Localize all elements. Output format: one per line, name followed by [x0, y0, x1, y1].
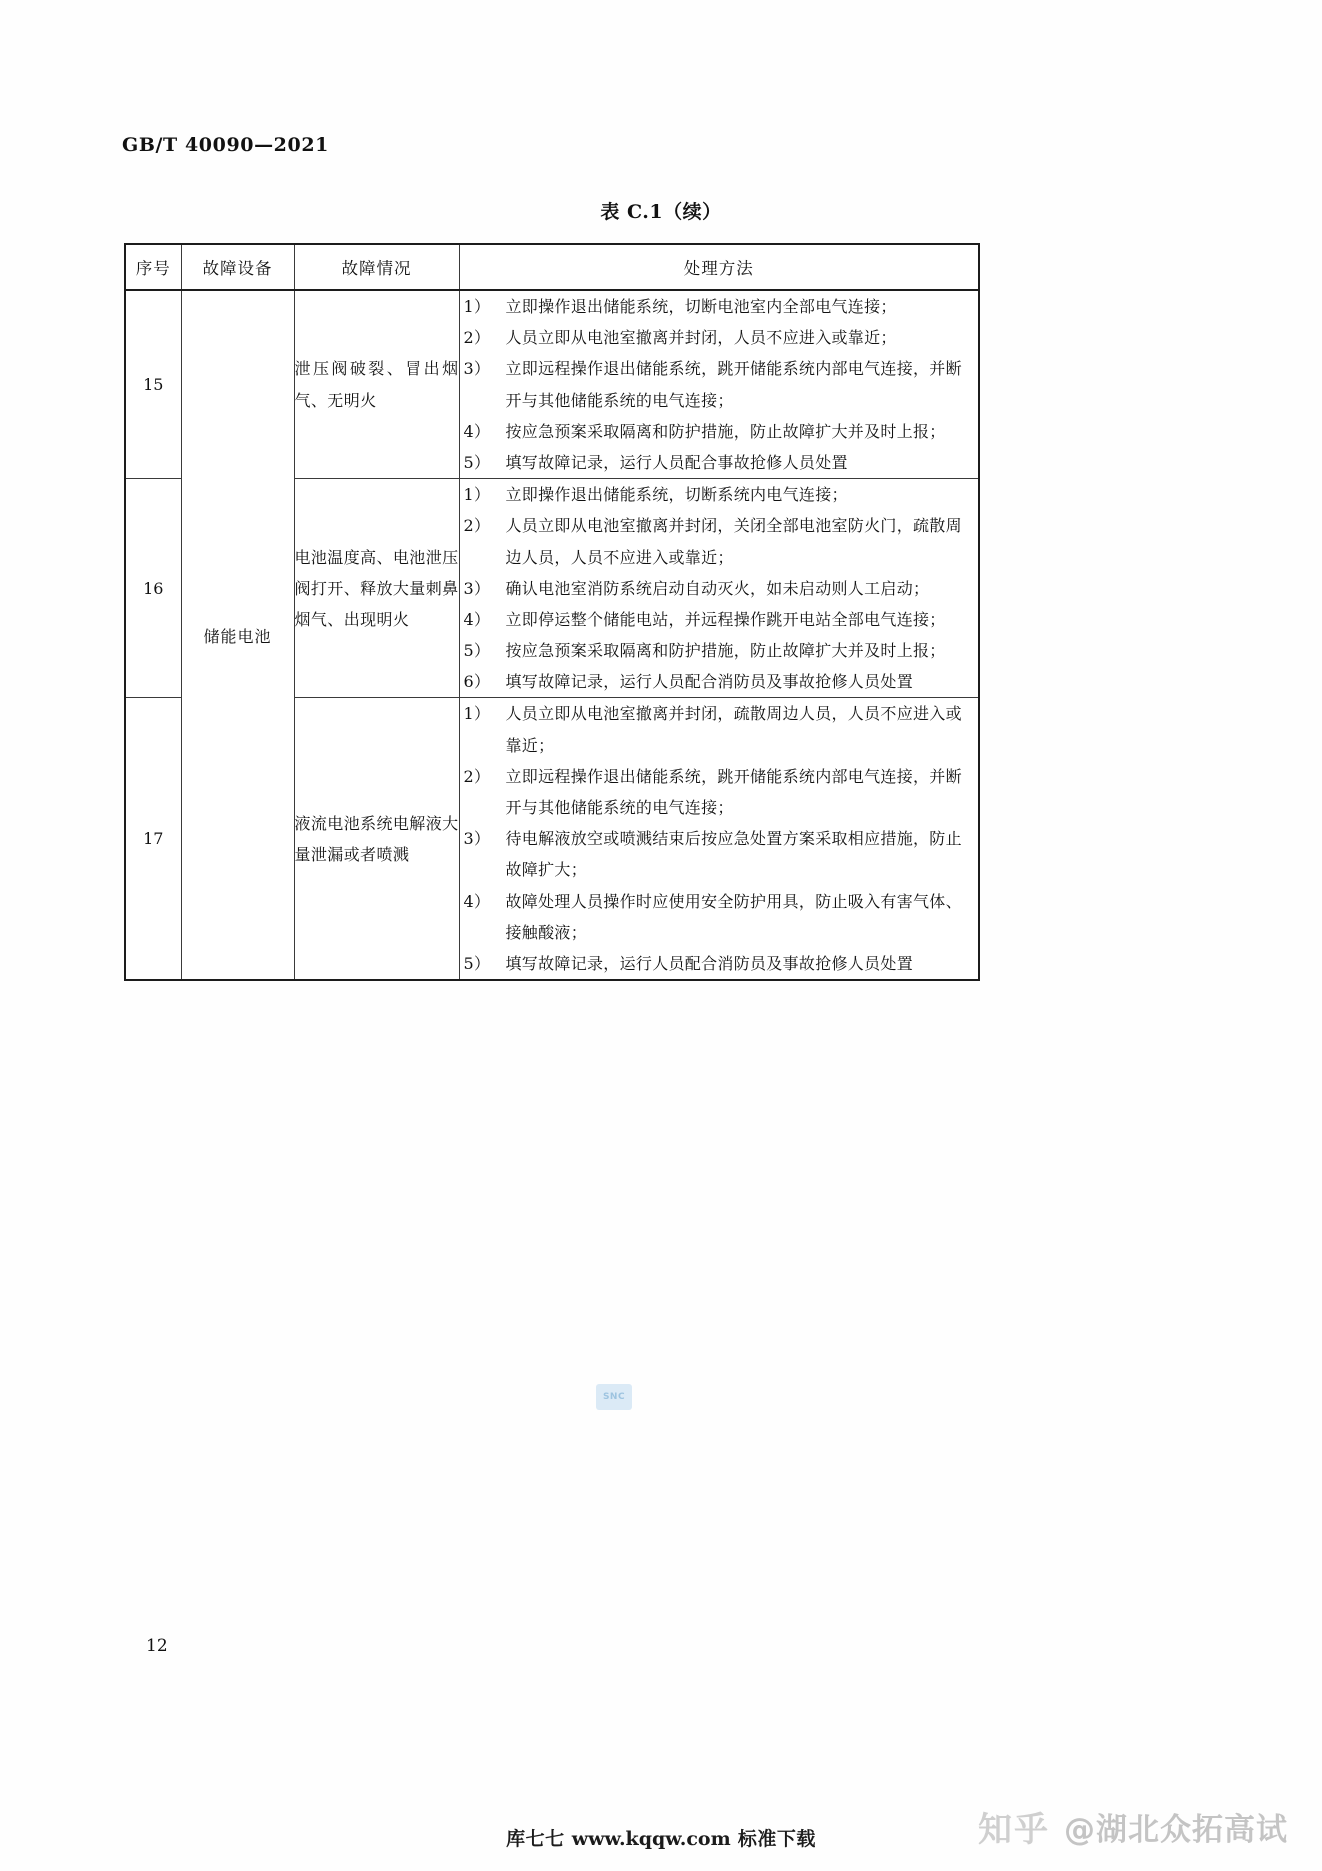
column-header-condition: 故障情况 [294, 244, 459, 290]
footer-source-url: www.kqqw.com [571, 1828, 731, 1850]
column-header-device: 故障设备 [181, 244, 294, 290]
list-item [460, 447, 979, 478]
step-marker: 5） [463, 641, 491, 661]
zhihu-username: @湖北众拓高试 [1064, 1812, 1288, 1848]
step-text: 故障处理人员操作时应使用安全防护用具，防止吸入有害气体、接触酸液； [505, 891, 962, 942]
list-item [460, 604, 979, 635]
step-text: 填写故障记录，运行人员配合消防员及事故抢修人员处置 [505, 672, 914, 692]
handling-method-cell [459, 698, 979, 980]
step-marker: 5） [463, 953, 491, 973]
step-text: 立即操作退出储能系统，切断系统内电气连接； [505, 485, 848, 505]
table-container [124, 243, 978, 981]
row-number: 15 [125, 290, 181, 479]
table-row [125, 290, 979, 479]
step-text: 立即停运整个储能电站，并远程操作跳开电站全部电气连接； [505, 609, 946, 629]
step-marker: 6） [463, 672, 491, 692]
table-caption: 表 C.1（续） [600, 201, 722, 223]
handling-steps-list [460, 698, 979, 979]
list-item [460, 948, 979, 979]
step-text: 立即操作退出储能系统，切断电池室内全部电气连接； [505, 297, 897, 316]
step-text: 人员立即从电池室撤离并封闭，人员不应进入或靠近； [505, 328, 897, 348]
step-text: 按应急预案采取隔离和防护措施，防止故障扩大并及时上报； [505, 641, 946, 661]
sac-logo-text: SNC [602, 1392, 626, 1402]
page-number: 12 [146, 1636, 168, 1656]
row-number: 17 [125, 698, 181, 980]
zhihu-logo: 知乎 [978, 1810, 1050, 1850]
list-item [460, 573, 979, 604]
zhihu-watermark [978, 1802, 1288, 1851]
list-item [460, 698, 979, 760]
step-text: 确认电池室消防系统启动自动灭火，如未启动则人工启动； [505, 578, 930, 598]
list-item [460, 666, 979, 697]
footer-source-prefix: 库七七 [506, 1828, 565, 1850]
step-marker: 3） [463, 359, 491, 379]
running-head: GB/T 40090—2021 [122, 134, 329, 156]
row-number: 16 [125, 479, 181, 698]
step-marker: 1） [463, 485, 491, 505]
list-item [460, 479, 979, 510]
list-item [460, 353, 979, 415]
footer-source-suffix: 标准下载 [737, 1828, 816, 1850]
fault-condition: 泄压阀破裂、冒出烟气、无明火 [294, 290, 459, 479]
step-marker: 5） [463, 452, 491, 472]
handling-steps-list [460, 479, 979, 697]
step-marker: 4） [463, 891, 491, 911]
handling-method-cell [459, 479, 979, 698]
table-header-row [125, 244, 979, 290]
fault-condition: 液流电池系统电解液大量泄漏或者喷溅 [294, 698, 459, 980]
column-header-no: 序号 [125, 244, 181, 290]
step-text: 待电解液放空或喷溅结束后按应急处置方案采取相应措施，防止故障扩大； [505, 829, 962, 880]
list-item [460, 886, 979, 948]
handling-steps-list [460, 291, 979, 478]
list-item [460, 510, 979, 572]
step-marker: 2） [463, 328, 491, 348]
step-marker: 2） [463, 516, 491, 536]
step-text: 立即远程操作退出储能系统，跳开储能系统内部电气连接，并断开与其他储能系统的电气连接； [505, 359, 962, 410]
list-item [460, 291, 979, 322]
fault-handling-table [124, 243, 980, 981]
step-marker: 4） [463, 609, 491, 629]
step-marker: 4） [463, 421, 491, 441]
step-text: 填写故障记录，运行人员配合事故抢修人员处置 [505, 452, 848, 472]
step-text: 立即远程操作退出储能系统，跳开储能系统内部电气连接，并断开与其他储能系统的电气连接； [505, 766, 962, 817]
step-text: 按应急预案采取隔离和防护措施，防止故障扩大并及时上报； [505, 421, 946, 441]
handling-method-cell [459, 290, 979, 479]
list-item [460, 322, 979, 353]
fault-condition: 电池温度高、电池泄压阀打开、释放大量刺鼻烟气、出现明火 [294, 479, 459, 698]
step-marker: 3） [463, 578, 491, 598]
step-marker: 1） [463, 704, 491, 724]
step-text: 人员立即从电池室撤离并封闭，关闭全部电池室防火门，疏散周边人员，人员不应进入或靠近； [505, 516, 962, 567]
list-item [460, 823, 979, 885]
step-marker: 3） [463, 829, 491, 849]
step-marker: 2） [463, 766, 491, 786]
column-header-method: 处理方法 [459, 244, 979, 290]
step-text: 填写故障记录，运行人员配合消防员及事故抢修人员处置 [505, 953, 914, 973]
list-item [460, 635, 979, 666]
step-marker: 1） [463, 297, 491, 316]
list-item [460, 416, 979, 447]
sac-logo-watermark [596, 1384, 632, 1410]
list-item [460, 761, 979, 823]
device-group-cell: 储能电池 [181, 290, 294, 980]
step-text: 人员立即从电池室撤离并封闭，疏散周边人员，人员不应进入或靠近； [505, 704, 962, 755]
